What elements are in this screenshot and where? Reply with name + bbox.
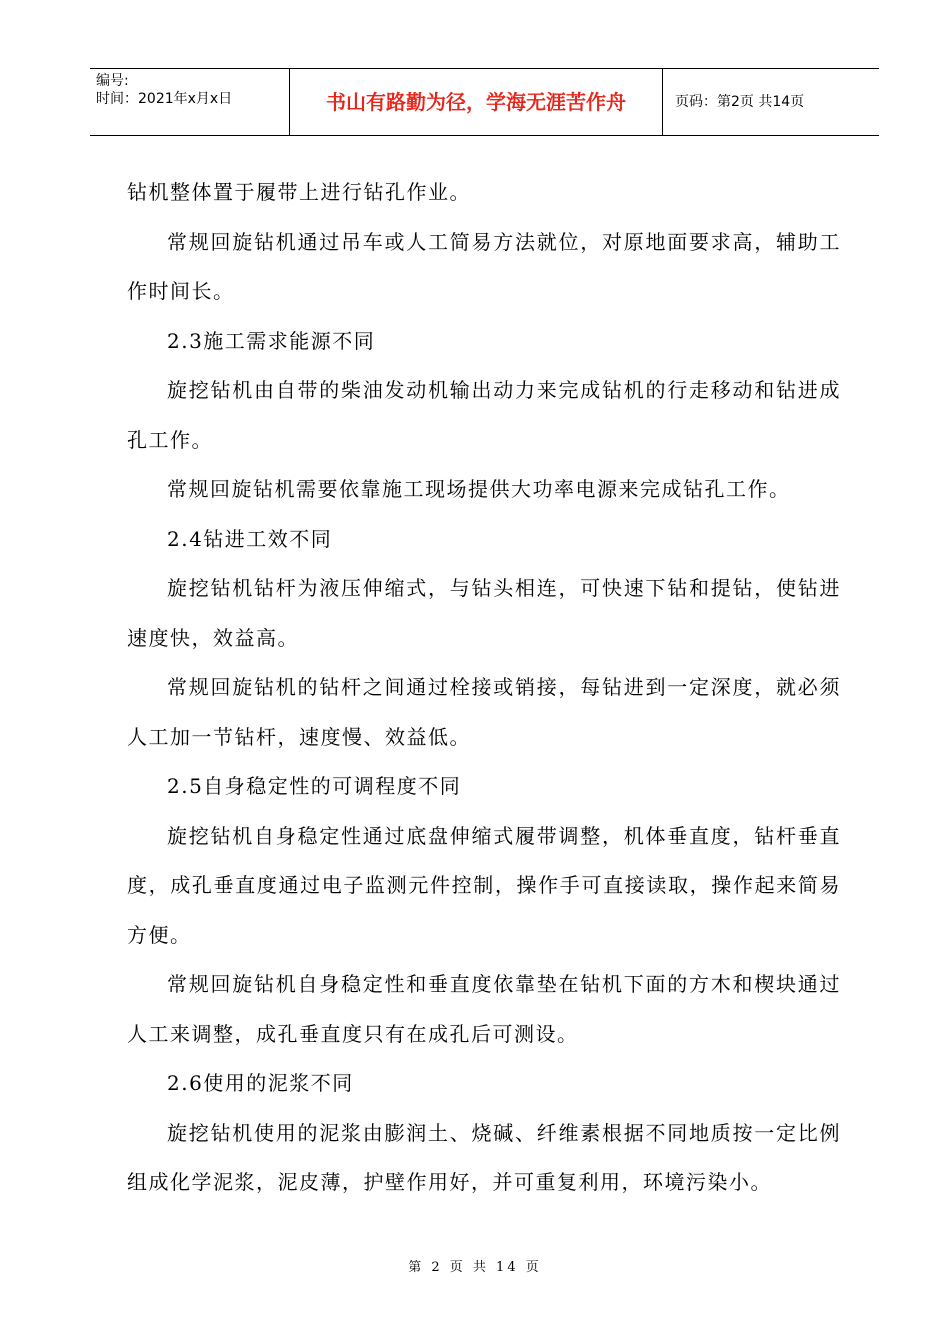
document-number-label: 编号: <box>96 73 129 89</box>
paragraph: 常规回旋钻机的钻杆之间通过栓接或销接，每钻进到一定深度，就必须人工加一节钻杆，速度慢、效益低。 <box>127 675 841 749</box>
header-motto: 书山有路勤为径，学海无涯苦作舟 <box>290 69 663 135</box>
paragraph: 旋挖钻机钻杆为液压伸缩式，与钻头相连，可快速下钻和提钻，使钻进速度快，效益高。 <box>127 576 841 650</box>
paragraph: 常规回旋钻机自身稳定性和垂直度依靠垫在钻机下面的方木和楔块通过人工来调整，成孔垂直度只有在成孔后可测设。 <box>127 972 841 1046</box>
section-heading: 2.4钻进工效不同 <box>167 526 333 551</box>
document-time: 时间：2021年x月x日 <box>96 91 233 107</box>
section-heading: 2.6使用的泥浆不同 <box>167 1071 354 1095</box>
section-heading: 2.3施工需求能源不同 <box>167 328 376 353</box>
section-heading: 2.5自身稳定性的可调程度不同 <box>167 774 462 798</box>
paragraph: 常规回旋钻机通过吊车或人工简易方法就位，对原地面要求高，辅助工作时间长。 <box>127 229 841 303</box>
paragraph: 旋挖钻机由自带的柴油发动机输出动力来完成钻机的行走移动和钻进成孔工作。 <box>127 378 841 452</box>
page-footer: 第 2 页 共 14 页 <box>408 1260 542 1275</box>
header-page-info: 页码：第2页 共14页 <box>675 94 805 110</box>
header-meta <box>90 69 290 135</box>
paragraph: 钻机整体置于履带上进行钻孔作业。 <box>127 180 471 204</box>
paragraph: 常规回旋钻机需要依靠施工现场提供大功率电源来完成钻孔工作。 <box>167 477 791 501</box>
document-body <box>127 168 841 1208</box>
paragraph: 旋挖钻机使用的泥浆由膨润土、烧碱、纤维素根据不同地质按一定比例组成化学泥浆，泥皮薄，护壁作用好，并可重复利用，环境污染小。 <box>127 1120 841 1194</box>
page-header <box>90 68 879 136</box>
paragraph: 旋挖钻机自身稳定性通过底盘伸缩式履带调整，机体垂直度，钻杆垂直度，成孔垂直度通过电子监测元件控制，操作手可直接读取，操作起来简易方便。 <box>127 823 841 947</box>
